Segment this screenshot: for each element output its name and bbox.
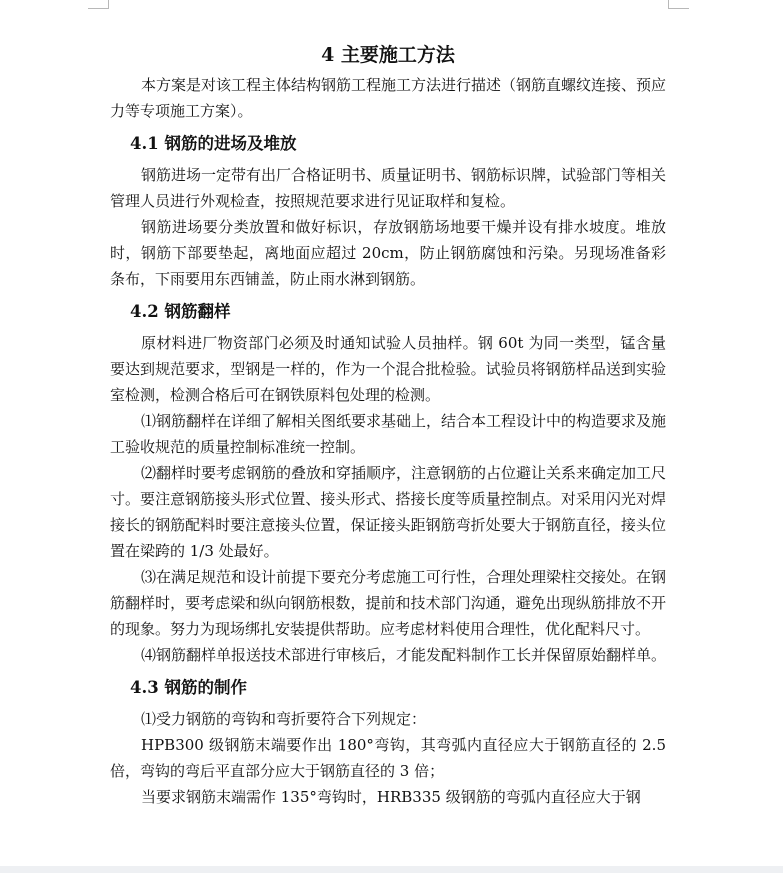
section-heading-4-3: 4.3 钢筋的制作 — [130, 678, 247, 697]
window-bottom-edge — [0, 866, 783, 873]
paragraph: HPB300 级钢筋末端要作出 180°弯钩，其弯弧内直径应大于钢筋直径的 2.5 倍，弯钩的弯后平直部分应大于钢筋直径的 3 倍； — [110, 736, 666, 780]
paragraph: ⑴钢筋翻样在详细了解相关图纸要求基础上，结合本工程设计中的构造要求及施工验收规范的质量控制标准统一控制。 — [110, 412, 667, 456]
paragraph: ⑷钢筋翻样单报送技术部进行审核后，才能发配料制作工长并保留原始翻样单。 — [141, 646, 667, 664]
page-title: 4 主要施工方法 — [321, 44, 455, 66]
crop-mark-top-right — [668, 0, 689, 9]
section-heading-4-1: 4.1 钢筋的进场及堆放 — [130, 134, 297, 153]
section-heading-4-2: 4.2 钢筋翻样 — [130, 302, 231, 321]
crop-mark-top-left — [88, 0, 109, 9]
paragraph: 当要求钢筋末端需作 135°弯钩时，HRB335 级钢筋的弯弧内直径应大于钢 — [141, 788, 641, 806]
paragraph: 钢筋进场要分类放置和做好标识，存放钢筋场地要干燥并设有排水坡度。堆放时，钢筋下部要垫起，离地面应超过 20cm，防止钢筋腐蚀和污染。另现场准备彩条布，下雨要用东西铺盖，防止雨水淋到钢筋。 — [110, 218, 666, 288]
paragraph: ⑵翻样时要考虑钢筋的叠放和穿插顺序，注意钢筋的占位避让关系来确定加工尺寸。要注意钢筋接头形式位置、接头形式、搭接长度等质量控制点。对采用闪光对焊接长的钢筋配料时要注意接头位置，保证接头距钢筋弯折处要大于钢筋直径，接头位置在梁跨的 1/3 处最好。 — [110, 464, 667, 560]
intro-paragraph: 本方案是对该工程主体结构钢筋工程施工方法进行描述（钢筋直螺纹连接、预应力等专项施工方案）。 — [110, 76, 667, 120]
paragraph: 原材料进厂物资部门必须及时通知试验人员抽样。钢 60t 为同一类型，锰含量要达到规范要求，型钢是一样的，作为一个混合批检验。试验员将钢筋样品送到实验室检测，检测合格后可在钢铁原料包处理的检测。 — [110, 334, 666, 404]
paragraph: ⑴受力钢筋的弯钩和弯折要符合下列规定： — [141, 710, 427, 728]
paragraph: 钢筋进场一定带有出厂合格证明书、质量证明书、钢筋标识牌，试验部门等相关管理人员进行外观检查，按照规范要求进行见证取样和复检。 — [110, 166, 667, 210]
paragraph: ⑶在满足规范和设计前提下要充分考虑施工可行性，合理处理梁柱交接处。在钢筋翻样时，要考虑梁和纵向钢筋根数，提前和技术部门沟通，避免出现纵筋排放不开的现象。努力为现场绑扎安装提供帮助。应考虑材料使用合理性，优化配料尺寸。 — [110, 568, 667, 638]
document-body — [110, 40, 666, 810]
